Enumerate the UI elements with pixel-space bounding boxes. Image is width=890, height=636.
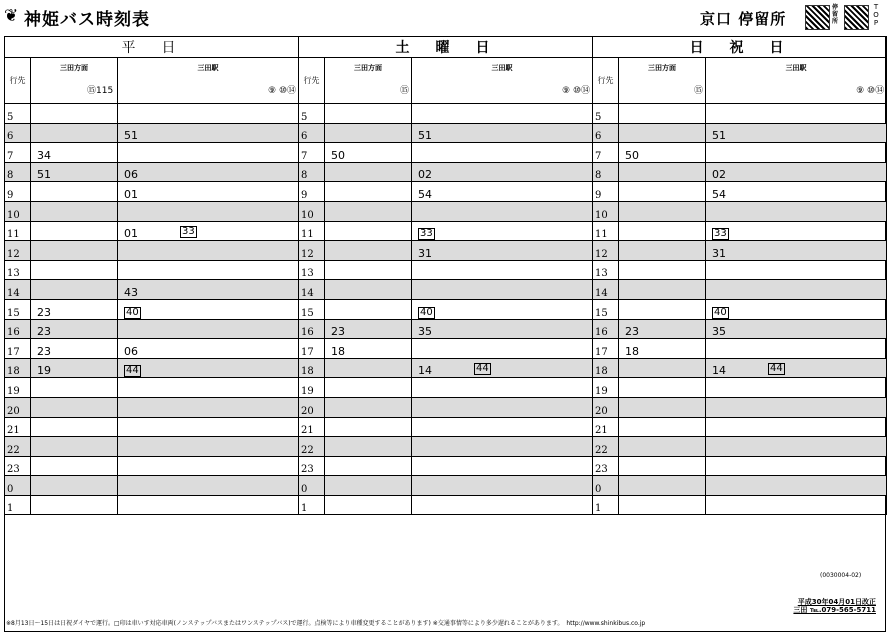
hour-cell: 6 <box>299 123 325 143</box>
minutes-cell-sanda-area <box>31 201 118 221</box>
minutes-cell-sanda-station <box>412 437 593 457</box>
table-row <box>5 143 887 163</box>
departure-minute: 50 <box>625 148 640 162</box>
destination-sanda-area <box>31 58 118 104</box>
minutes-cell-sanda-area <box>325 417 412 437</box>
minutes-cell-sanda-station <box>412 143 593 163</box>
footer-note: ※8月13日～15日は日祝ダイヤで運行。□印は車いす対応車両(ノンステップバスまたはワンステップバス)で運行。点検等により車種変更することがあります) ※交通事情等により多少遅れることがあります。 http://www.shinkibus.co.jp <box>6 620 646 627</box>
departure-minute: 51 <box>418 129 433 143</box>
minutes-cell-sanda-area <box>619 495 706 515</box>
departure-minute: 31 <box>418 246 433 260</box>
minutes-cell-sanda-area <box>325 123 412 143</box>
route-note: ⑮ <box>400 86 410 96</box>
departure-minute: 23 <box>331 325 346 339</box>
hour-cell: 16 <box>5 319 31 339</box>
hour-cell: 5 <box>5 104 31 124</box>
table-row <box>5 123 887 143</box>
minutes-cell-sanda-station <box>706 143 887 163</box>
hour-cell: 1 <box>593 495 619 515</box>
minutes-cell-sanda-station <box>412 280 593 300</box>
hour-cell: 21 <box>299 417 325 437</box>
minutes-cell-sanda-station <box>118 280 299 300</box>
departure-minute: 02 <box>712 168 727 182</box>
minutes-cell-sanda-station <box>706 182 887 202</box>
departure-minute: 51 <box>37 168 51 182</box>
minutes-cell-sanda-area <box>325 378 412 398</box>
departure-minute: 02 <box>418 168 433 182</box>
hour-cell: 8 <box>5 162 31 182</box>
minutes-cell-sanda-station <box>412 476 593 496</box>
qr-code-icon[interactable] <box>805 5 830 30</box>
hour-cell: 19 <box>299 378 325 398</box>
minutes-cell-sanda-area <box>619 378 706 398</box>
minutes-cell-sanda-station <box>412 339 593 359</box>
minutes-cell-sanda-area <box>619 280 706 300</box>
departure-minute: 34 <box>37 148 51 162</box>
hour-cell: 23 <box>299 456 325 476</box>
destination-sanda-station <box>412 58 593 104</box>
hour-cell: 15 <box>5 299 31 319</box>
minutes-cell-sanda-station <box>118 456 299 476</box>
table-row <box>5 201 887 221</box>
hour-cell: 10 <box>593 201 619 221</box>
minutes-cell-sanda-station <box>412 319 593 339</box>
day-type-weekday: 平 日 <box>5 37 299 58</box>
minutes-cell-sanda-area <box>325 260 412 280</box>
table-row <box>5 378 887 398</box>
table-row <box>5 476 887 496</box>
minutes-cell-sanda-area <box>31 182 118 202</box>
minutes-cell-sanda-station <box>118 299 299 319</box>
departure-minute: 14 <box>418 364 433 378</box>
minutes-cell-sanda-area <box>31 358 118 378</box>
minutes-cell-sanda-station <box>706 378 887 398</box>
office-phone: 三田 ℡.079-565-5711 <box>793 606 876 614</box>
minutes-cell-sanda-station <box>412 182 593 202</box>
minutes-cell-sanda-station <box>706 476 887 496</box>
hour-cell: 11 <box>593 221 619 241</box>
revision-date: 平成30年04月01日改正 <box>797 598 876 606</box>
minutes-cell-sanda-station <box>118 476 299 496</box>
timetable-code: (0030004-02) <box>820 572 862 579</box>
minutes-cell-sanda-area <box>619 201 706 221</box>
destination-name: 三田駅 <box>197 64 219 72</box>
wheelchair-departure-minute: 44 <box>126 365 139 377</box>
departure-minute: 31 <box>712 246 727 260</box>
minutes-cell-sanda-area <box>619 339 706 359</box>
minutes-cell-sanda-area <box>325 495 412 515</box>
minutes-cell-sanda-area <box>325 241 412 261</box>
minutes-cell-sanda-station <box>706 456 887 476</box>
minutes-cell-sanda-area <box>619 476 706 496</box>
route-note: ⑨ ⑩⑭ <box>268 86 297 96</box>
minutes-cell-sanda-station <box>412 201 593 221</box>
hour-cell: 21 <box>593 417 619 437</box>
hour-cell: 23 <box>593 456 619 476</box>
departure-minute: 50 <box>331 148 346 162</box>
minutes-cell-sanda-area <box>325 339 412 359</box>
minutes-cell-sanda-station <box>412 299 593 319</box>
minutes-cell-sanda-area <box>325 143 412 163</box>
departure-minute: 01 <box>124 187 138 201</box>
minutes-cell-sanda-area <box>31 221 118 241</box>
hour-cell: 7 <box>593 143 619 163</box>
minutes-cell-sanda-area <box>619 260 706 280</box>
table-row <box>5 104 887 124</box>
table-row <box>5 241 887 261</box>
hour-cell: 12 <box>593 241 619 261</box>
qr-code-icon[interactable] <box>844 5 869 30</box>
timetable <box>4 36 887 515</box>
destination-name: 三田方面 <box>354 64 383 72</box>
minutes-cell-sanda-area <box>31 104 118 124</box>
minutes-cell-sanda-area <box>619 319 706 339</box>
day-type-header-row <box>5 37 887 58</box>
hour-cell: 9 <box>299 182 325 202</box>
destination-sanda-station <box>706 58 887 104</box>
minutes-cell-sanda-area <box>619 397 706 417</box>
hour-cell: 12 <box>299 241 325 261</box>
minutes-cell-sanda-area <box>31 397 118 417</box>
minutes-cell-sanda-station <box>706 104 887 124</box>
minutes-cell-sanda-station <box>118 104 299 124</box>
hour-cell: 7 <box>5 143 31 163</box>
hour-cell: 18 <box>5 358 31 378</box>
minutes-cell-sanda-area <box>325 162 412 182</box>
minutes-cell-sanda-area <box>31 456 118 476</box>
minutes-cell-sanda-area <box>619 182 706 202</box>
stop-name: 京口 停留所 <box>700 10 787 28</box>
wheelchair-departure-minute: 44 <box>476 363 489 375</box>
minutes-cell-sanda-station <box>412 162 593 182</box>
minutes-cell-sanda-area <box>619 143 706 163</box>
hour-cell: 8 <box>299 162 325 182</box>
hour-cell: 17 <box>593 339 619 359</box>
departure-minute: 43 <box>124 285 138 299</box>
destination-label: 行先 <box>5 58 31 104</box>
departure-minute: 23 <box>625 325 640 339</box>
minutes-cell-sanda-station <box>118 260 299 280</box>
destination-name: 三田方面 <box>648 64 677 72</box>
departure-minute: 18 <box>331 344 346 358</box>
minutes-cell-sanda-station <box>706 260 887 280</box>
hour-cell: 18 <box>593 358 619 378</box>
destination-sanda-area <box>619 58 706 104</box>
wheelchair-departure-minute: 33 <box>714 228 727 240</box>
minutes-cell-sanda-station <box>118 378 299 398</box>
minutes-cell-sanda-station <box>706 339 887 359</box>
hour-cell: 20 <box>5 397 31 417</box>
hour-cell: 5 <box>299 104 325 124</box>
page-header <box>0 0 890 36</box>
minutes-cell-sanda-station <box>118 339 299 359</box>
hour-cell: 18 <box>299 358 325 378</box>
minutes-cell-sanda-area <box>31 143 118 163</box>
hour-cell: 14 <box>593 280 619 300</box>
departure-minute: 23 <box>37 344 51 358</box>
minutes-cell-sanda-station <box>118 495 299 515</box>
departure-minute: 06 <box>124 344 138 358</box>
hour-cell: 16 <box>593 319 619 339</box>
hour-cell: 1 <box>5 495 31 515</box>
hour-cell: 0 <box>5 476 31 496</box>
minutes-cell-sanda-area <box>325 182 412 202</box>
hour-cell: 0 <box>299 476 325 496</box>
minutes-cell-sanda-station <box>706 123 887 143</box>
hour-cell: 19 <box>593 378 619 398</box>
minutes-cell-sanda-area <box>619 241 706 261</box>
wheelchair-departure-minute: 40 <box>420 306 433 318</box>
hour-cell: 0 <box>593 476 619 496</box>
minutes-cell-sanda-station <box>706 299 887 319</box>
hour-cell: 16 <box>299 319 325 339</box>
minutes-cell-sanda-area <box>325 319 412 339</box>
minutes-cell-sanda-station <box>706 221 887 241</box>
hour-cell: 14 <box>5 280 31 300</box>
destination-header-row <box>5 58 887 104</box>
departure-minute: 06 <box>124 168 138 182</box>
minutes-cell-sanda-station <box>706 162 887 182</box>
minutes-cell-sanda-station <box>412 104 593 124</box>
departure-minute: 23 <box>37 325 51 339</box>
hour-cell: 21 <box>5 417 31 437</box>
page-title: 神姫バス時刻表 <box>24 10 150 30</box>
minutes-cell-sanda-station <box>412 397 593 417</box>
revision-info <box>782 598 876 614</box>
table-row <box>5 280 887 300</box>
minutes-cell-sanda-station <box>412 417 593 437</box>
top-link[interactable]: TOP <box>873 3 879 27</box>
minutes-cell-sanda-area <box>619 299 706 319</box>
minutes-cell-sanda-area <box>325 437 412 457</box>
minutes-cell-sanda-station <box>706 495 887 515</box>
minutes-cell-sanda-station <box>118 201 299 221</box>
destination-sanda-station <box>118 58 299 104</box>
departure-minute: 23 <box>37 305 51 319</box>
minutes-cell-sanda-station <box>118 417 299 437</box>
hour-cell: 17 <box>5 339 31 359</box>
minutes-cell-sanda-station <box>412 456 593 476</box>
minutes-cell-sanda-area <box>619 358 706 378</box>
hour-cell: 8 <box>593 162 619 182</box>
minutes-cell-sanda-area <box>325 221 412 241</box>
minutes-cell-sanda-station <box>412 260 593 280</box>
destination-label: 行先 <box>593 58 619 104</box>
minutes-cell-sanda-area <box>31 476 118 496</box>
minutes-cell-sanda-station <box>118 358 299 378</box>
hour-cell: 6 <box>5 123 31 143</box>
table-row <box>5 162 887 182</box>
minutes-cell-sanda-station <box>118 319 299 339</box>
hour-cell: 6 <box>593 123 619 143</box>
table-row <box>5 339 887 359</box>
departure-minute: 54 <box>418 187 433 201</box>
wheelchair-departure-minute: 33 <box>182 226 195 238</box>
minutes-cell-sanda-station <box>706 201 887 221</box>
hour-cell: 9 <box>5 182 31 202</box>
hour-cell: 5 <box>593 104 619 124</box>
table-row <box>5 417 887 437</box>
minutes-cell-sanda-station <box>118 221 299 241</box>
hour-cell: 7 <box>299 143 325 163</box>
minutes-cell-sanda-station <box>412 495 593 515</box>
minutes-cell-sanda-area <box>31 280 118 300</box>
minutes-cell-sanda-station <box>706 319 887 339</box>
minutes-cell-sanda-station <box>706 358 887 378</box>
wheelchair-departure-minute: 33 <box>420 228 433 240</box>
hour-cell: 11 <box>299 221 325 241</box>
hour-cell: 15 <box>299 299 325 319</box>
departure-minute: 35 <box>712 325 727 339</box>
minutes-cell-sanda-area <box>325 280 412 300</box>
hour-cell: 15 <box>593 299 619 319</box>
table-row <box>5 358 887 378</box>
table-row <box>5 397 887 417</box>
hour-cell: 12 <box>5 241 31 261</box>
minutes-cell-sanda-area <box>619 162 706 182</box>
wheelchair-departure-minute: 44 <box>770 363 783 375</box>
table-row <box>5 495 887 515</box>
departure-minute: 51 <box>712 129 727 143</box>
minutes-cell-sanda-station <box>706 397 887 417</box>
minutes-cell-sanda-area <box>31 495 118 515</box>
minutes-cell-sanda-area <box>619 456 706 476</box>
minutes-cell-sanda-area <box>31 378 118 398</box>
minutes-cell-sanda-area <box>325 358 412 378</box>
qr-label: 停留所 <box>832 4 839 25</box>
hour-cell: 22 <box>299 437 325 457</box>
route-note: ⑨ ⑩⑭ <box>562 86 591 96</box>
hour-cell: 22 <box>593 437 619 457</box>
wheelchair-departure-minute: 40 <box>126 306 139 318</box>
minutes-cell-sanda-area <box>31 260 118 280</box>
day-type-saturday: 土 曜 日 <box>299 37 593 58</box>
minutes-cell-sanda-area <box>325 476 412 496</box>
minutes-cell-sanda-station <box>412 378 593 398</box>
hour-cell: 9 <box>593 182 619 202</box>
hour-cell: 11 <box>5 221 31 241</box>
minutes-cell-sanda-area <box>31 241 118 261</box>
day-type-holiday: 日 祝 日 <box>593 37 887 58</box>
minutes-cell-sanda-area <box>325 397 412 417</box>
hour-cell: 22 <box>5 437 31 457</box>
route-note: ⑮115 <box>87 86 114 96</box>
minutes-cell-sanda-area <box>31 319 118 339</box>
destination-name: 三田駅 <box>491 64 513 72</box>
minutes-cell-sanda-area <box>31 123 118 143</box>
hour-cell: 20 <box>593 397 619 417</box>
minutes-cell-sanda-area <box>325 104 412 124</box>
minutes-cell-sanda-station <box>706 241 887 261</box>
minutes-cell-sanda-area <box>619 221 706 241</box>
table-row <box>5 182 887 202</box>
hour-cell: 13 <box>5 260 31 280</box>
destination-sanda-area <box>325 58 412 104</box>
minutes-cell-sanda-station <box>118 437 299 457</box>
hour-cell: 20 <box>299 397 325 417</box>
destination-name: 三田方面 <box>60 64 88 72</box>
minutes-cell-sanda-area <box>619 437 706 457</box>
timetable-body <box>5 104 887 515</box>
minutes-cell-sanda-station <box>706 280 887 300</box>
table-row <box>5 319 887 339</box>
shinki-logo-icon: ❦ <box>4 6 19 26</box>
minutes-cell-sanda-area <box>619 417 706 437</box>
departure-minute: 19 <box>37 364 51 378</box>
minutes-cell-sanda-area <box>31 162 118 182</box>
minutes-cell-sanda-area <box>31 299 118 319</box>
departure-minute: 18 <box>625 344 640 358</box>
wheelchair-departure-minute: 40 <box>714 306 727 318</box>
departure-minute: 54 <box>712 187 727 201</box>
table-row <box>5 299 887 319</box>
hour-cell: 19 <box>5 378 31 398</box>
departure-minute: 35 <box>418 325 433 339</box>
hour-cell: 10 <box>5 201 31 221</box>
minutes-cell-sanda-station <box>412 221 593 241</box>
minutes-cell-sanda-station <box>118 143 299 163</box>
minutes-cell-sanda-station <box>412 123 593 143</box>
minutes-cell-sanda-station <box>412 358 593 378</box>
hour-cell: 17 <box>299 339 325 359</box>
minutes-cell-sanda-area <box>325 299 412 319</box>
hour-cell: 10 <box>299 201 325 221</box>
minutes-cell-sanda-station <box>118 123 299 143</box>
minutes-cell-sanda-station <box>412 241 593 261</box>
minutes-cell-sanda-station <box>706 437 887 457</box>
minutes-cell-sanda-station <box>118 397 299 417</box>
destination-name: 三田駅 <box>785 64 807 72</box>
minutes-cell-sanda-station <box>118 162 299 182</box>
departure-minute: 14 <box>712 364 727 378</box>
minutes-cell-sanda-area <box>31 417 118 437</box>
table-row <box>5 456 887 476</box>
minutes-cell-sanda-area <box>619 104 706 124</box>
table-row <box>5 260 887 280</box>
hour-cell: 1 <box>299 495 325 515</box>
minutes-cell-sanda-area <box>619 123 706 143</box>
minutes-cell-sanda-area <box>31 339 118 359</box>
minutes-cell-sanda-area <box>31 437 118 457</box>
destination-label: 行先 <box>299 58 325 104</box>
minutes-cell-sanda-station <box>118 241 299 261</box>
minutes-cell-sanda-area <box>325 456 412 476</box>
hour-cell: 14 <box>299 280 325 300</box>
table-row <box>5 221 887 241</box>
minutes-cell-sanda-area <box>325 201 412 221</box>
hour-cell: 23 <box>5 456 31 476</box>
departure-minute: 01 <box>124 227 138 241</box>
table-row <box>5 437 887 457</box>
minutes-cell-sanda-station <box>706 417 887 437</box>
route-note: ⑮ <box>694 86 704 96</box>
hour-cell: 13 <box>299 260 325 280</box>
hour-cell: 13 <box>593 260 619 280</box>
departure-minute: 51 <box>124 129 138 143</box>
minutes-cell-sanda-station <box>118 182 299 202</box>
route-note: ⑨ ⑩⑭ <box>856 86 885 96</box>
